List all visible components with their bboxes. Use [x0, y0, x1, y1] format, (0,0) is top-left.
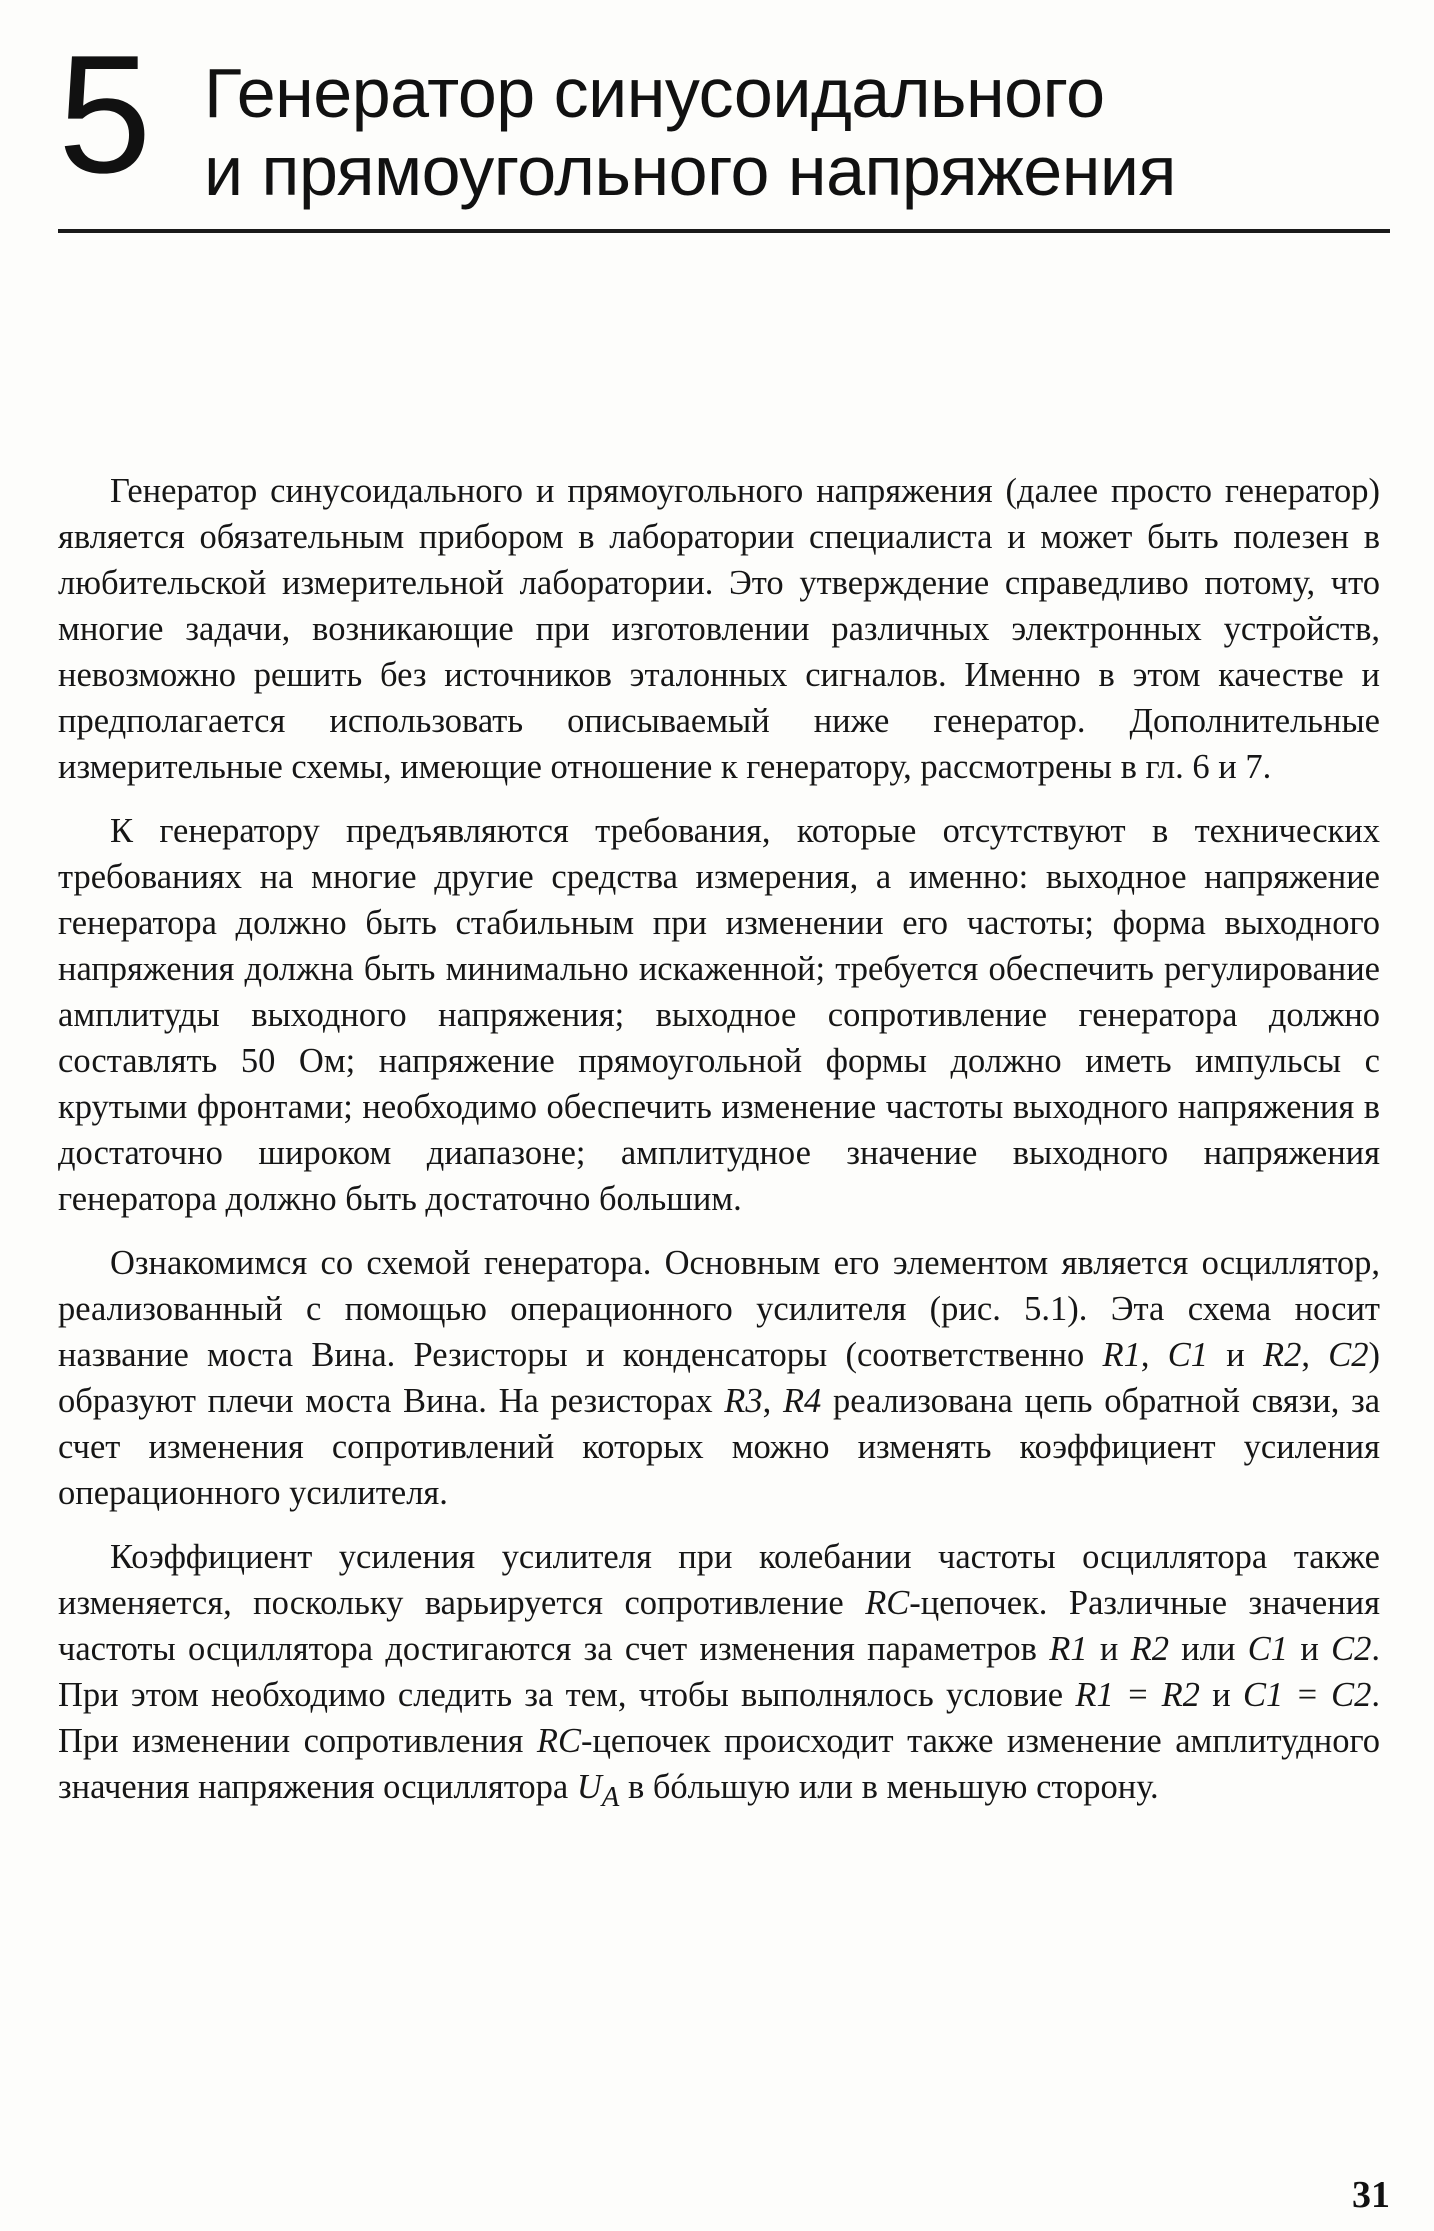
chapter-title-line-1: Генератор синусоидального: [204, 54, 1105, 132]
paragraph-4: Коэффициент усиления усилителя при колебании частоты осциллятора также изменяется, поскольку варьируется сопротивление RC-цепочек. Различные значения частоты осциллятора достигаются за счет изменения параметров R1 и R2 или C1 и C2. При этом необходимо следить за тем, чтобы выполнялось условие R1 = R2 и C1 = C2. При изменении сопротивления RC-цепочек происходит также изменение амплитудного значения напряжения осциллятора $U_A$ в бóльшую или в меньшую сторону.: [58, 1538, 1381, 1813]
chapter-title: [204, 54, 1176, 210]
body-text: [58, 468, 1380, 1838]
header-divider: [58, 229, 1390, 233]
paragraph-1: Генератор синусоидального и прямоугольного напряжения (далее просто генератор) является обязательным прибором в лаборатории специалиста и может быть полезен в любительской измерительной лаборатории. Это утверждение справедливо потому, что многие задачи, возникающие при изготовлении различных электронных устройств, невозможно решить без источников эталонных сигналов. Именно в этом качестве и предполагается использовать описываемый ниже генератор. Дополнительные измерительные схемы, имеющие отношение к генератору, рассмотрены в гл. 6 и 7.: [58, 472, 1380, 786]
chapter-title-line-2: и прямоугольного напряжения: [204, 132, 1176, 210]
paragraph-3: Ознакомимся со схемой генератора. Основным его элементом является осциллятор, реализованный с помощью операционного усилителя (рис. 5.1). Эта схема носит название моста Вина. Резисторы и конденсаторы (соответственно R1, C1 и R2, C2) образуют плечи моста Вина. На резисторах R3, R4 реализована цепь обратной связи, за счет изменения сопротивлений которых можно изменять коэффициент усиления операционного усилителя.: [58, 1244, 1381, 1512]
page-number: 31: [1352, 2174, 1390, 2216]
chapter-header: [58, 20, 1390, 210]
chapter-number: 5: [58, 20, 150, 208]
paragraph-2: К генератору предъявляются требования, которые отсутствуют в технических требованиях на многие другие средства измерения, а именно: выходное напряжение генератора должно быть стабильным при изменении его частоты; форма выходного напряжения должна быть минимально искаженной; требуется обеспечить регулирование амплитуды выходного напряжения; выходное сопротивление генератора должно составлять 50 Ом; напряжение прямоугольной формы должно иметь импульсы с крутыми фронтами; необходимо обеспечить изменение частоты выходного напряжения в достаточно широком диапазоне; амплитудное значение выходного напряжения генератора должно быть достаточно большим.: [58, 812, 1380, 1218]
